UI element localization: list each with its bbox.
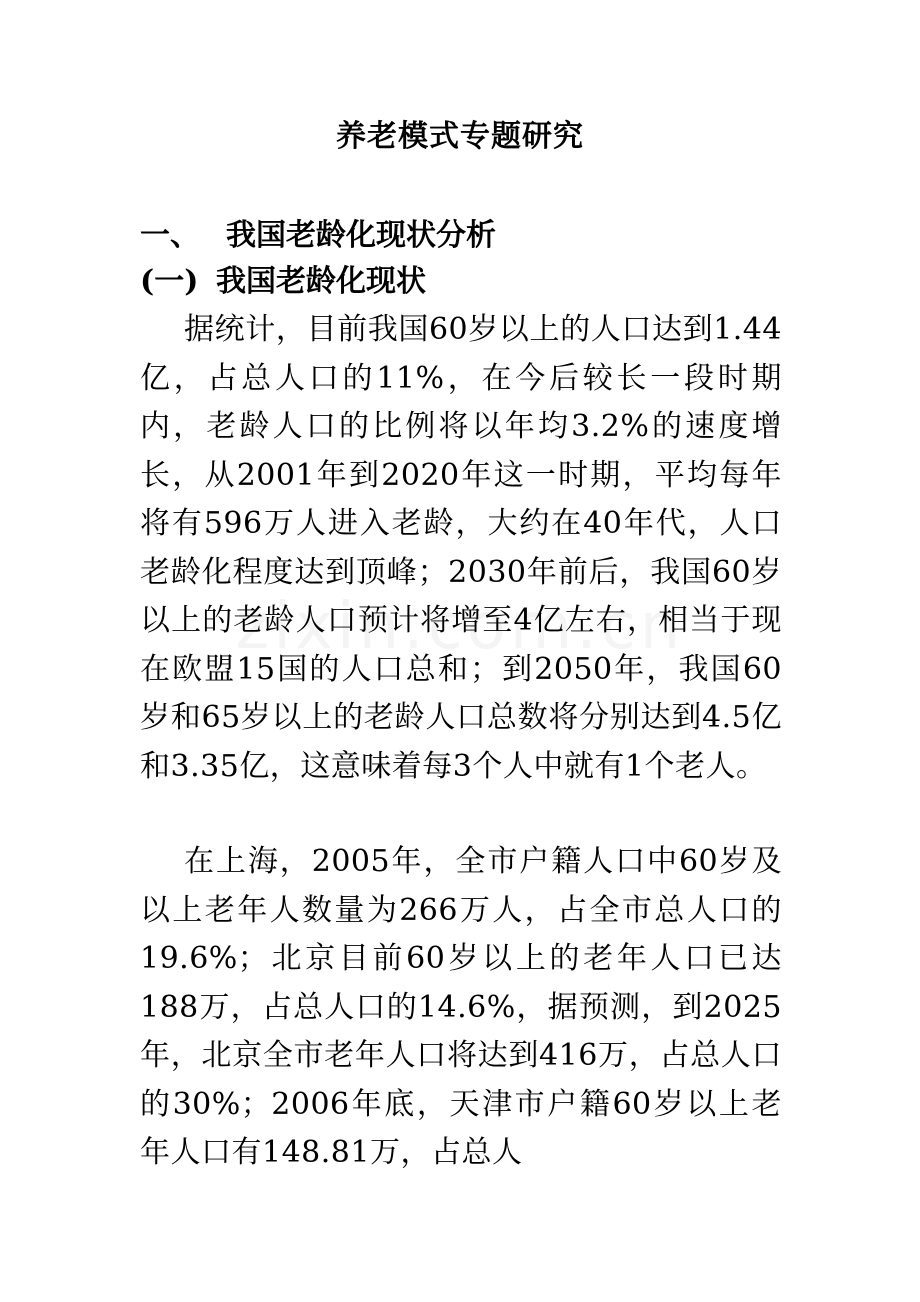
section-title: 我国老龄化现状分析 [226, 218, 496, 253]
paragraph: 据统计，目前我国60岁以上的人口达到1.44亿，占总人口的11%，在今后较长一段时期内，老龄人口的比例将以年均3.2%的速度增长，从2001年到2020年这一时期，平均每年将有596万人进入老龄，大约在40年代，人口老龄化程度达到顶峰；2030年前后，我国60岁以上的老龄人口预计将增至4亿左右，相当于现在欧盟15国的人口总和；到2050年，我国60岁和65岁以上的老龄人口总数将分别达到4.5亿和3.35亿，这意味着每3个人中就有1个老人。 [140, 312, 782, 784]
document-title: 养老模式专题研究 [336, 119, 584, 154]
subsection-title: 我国老龄化现状 [216, 264, 426, 299]
subsection-number: (一) [140, 264, 199, 299]
subsection-heading [140, 258, 840, 306]
paragraph: 在上海，2005年，全市户籍人口中60岁及以上老年人数量为266万人，占全市总人口的19.6%；北京目前60岁以上的老年人口已达188万，占总人口的14.6%，据预测，到2025年，北京全市老年人口将达到416万，占总人口的30%；2006年底，天津市户籍60岁以上老年人口有148.81万，占总人 [140, 844, 782, 1170]
section-heading [140, 212, 840, 260]
section-number: 一、 [140, 218, 200, 253]
